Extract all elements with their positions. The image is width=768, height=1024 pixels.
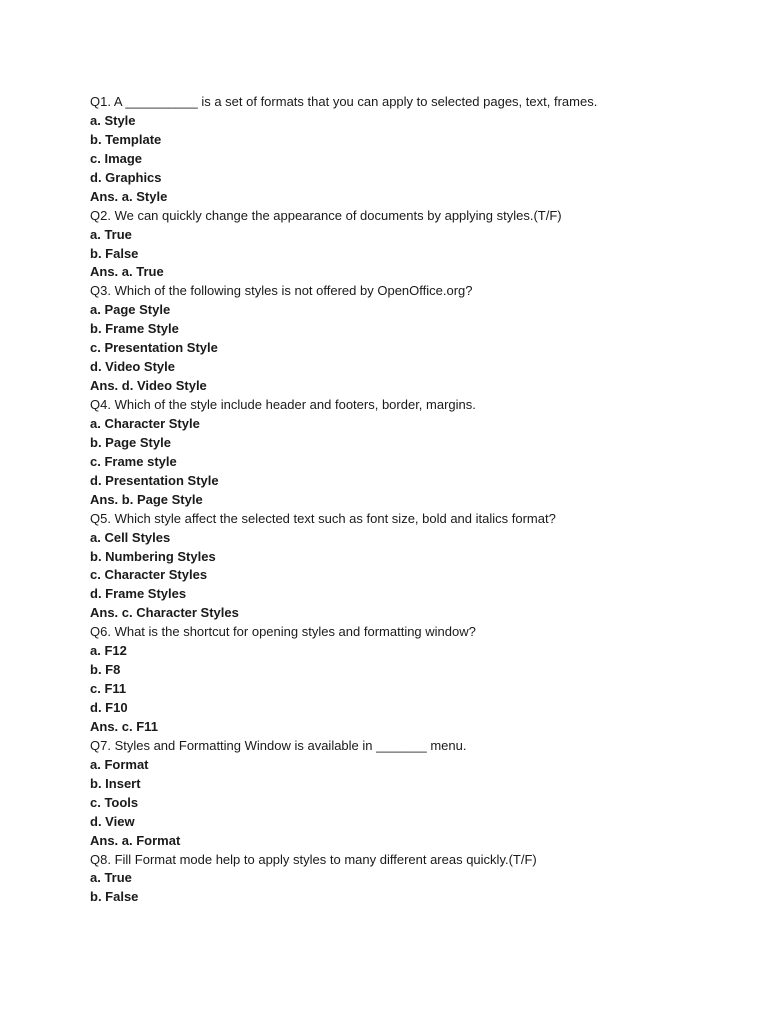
option-c: c. Frame style bbox=[90, 453, 177, 469]
option-a: a. Style bbox=[90, 112, 136, 128]
option-c: c. F11 bbox=[90, 681, 127, 697]
option-b: b. False bbox=[90, 245, 139, 261]
question-text: Q6. What is the shortcut for opening styles and formatting window? bbox=[90, 624, 476, 640]
answer-text: Ans. b. Page Style bbox=[90, 491, 203, 507]
quiz-content bbox=[90, 93, 730, 907]
option-c: c. Character Styles bbox=[90, 567, 208, 583]
option-a: a. Cell Styles bbox=[90, 529, 171, 545]
option-d: d. Video Style bbox=[90, 359, 176, 375]
option-c: c. Image bbox=[90, 150, 143, 166]
question-text: Q3. Which of the following styles is not offered by OpenOffice.org? bbox=[90, 283, 473, 299]
question-text: Q4. Which of the style include header and footers, border, margins. bbox=[90, 397, 476, 412]
question-text: Q7. Styles and Formatting Window is available in _______ menu. bbox=[90, 737, 467, 753]
option-d: d. Graphics bbox=[90, 169, 162, 185]
option-d: d. Presentation Style bbox=[90, 472, 219, 488]
option-a: a. True bbox=[90, 870, 132, 886]
option-c: c. Tools bbox=[90, 794, 139, 810]
answer-text: Ans. d. Video Style bbox=[90, 378, 207, 394]
option-a: a. Page Style bbox=[90, 302, 171, 318]
option-c: c. Presentation Style bbox=[90, 340, 218, 356]
question-text: Q2. We can quickly change the appearance of documents by applying styles.(T/F) bbox=[90, 207, 562, 223]
option-b: b. Frame Style bbox=[90, 321, 179, 337]
answer-text: Ans. a. True bbox=[90, 264, 164, 280]
option-a: a. Format bbox=[90, 756, 149, 772]
question-text: Q1. A __________ is a set of formats that you can apply to selected pages, text, frames. bbox=[90, 94, 598, 109]
question-text: Q8. Fill Format mode help to apply styles to many different areas quickly.(T/F) bbox=[90, 851, 537, 867]
option-b: b. Insert bbox=[90, 775, 141, 791]
option-a: a. Character Style bbox=[90, 415, 200, 431]
question-text: Q5. Which style affect the selected text such as font size, bold and italics format? bbox=[90, 510, 556, 526]
option-a: a. F12 bbox=[90, 643, 127, 659]
answer-text: Ans. a. Style bbox=[90, 188, 168, 204]
option-b: b. Numbering Styles bbox=[90, 548, 216, 564]
option-b: b. False bbox=[90, 889, 139, 905]
option-b: b. Template bbox=[90, 131, 162, 147]
option-b: b. F8 bbox=[90, 662, 121, 678]
answer-text: Ans. c. F11 bbox=[90, 718, 158, 734]
option-d: d. View bbox=[90, 813, 135, 829]
option-d: d. Frame Styles bbox=[90, 586, 187, 602]
option-a: a. True bbox=[90, 226, 132, 242]
answer-text: Ans. c. Character Styles bbox=[90, 605, 239, 621]
option-b: b. Page Style bbox=[90, 434, 171, 450]
option-d: d. F10 bbox=[90, 700, 128, 715]
answer-text: Ans. a. Format bbox=[90, 832, 181, 848]
